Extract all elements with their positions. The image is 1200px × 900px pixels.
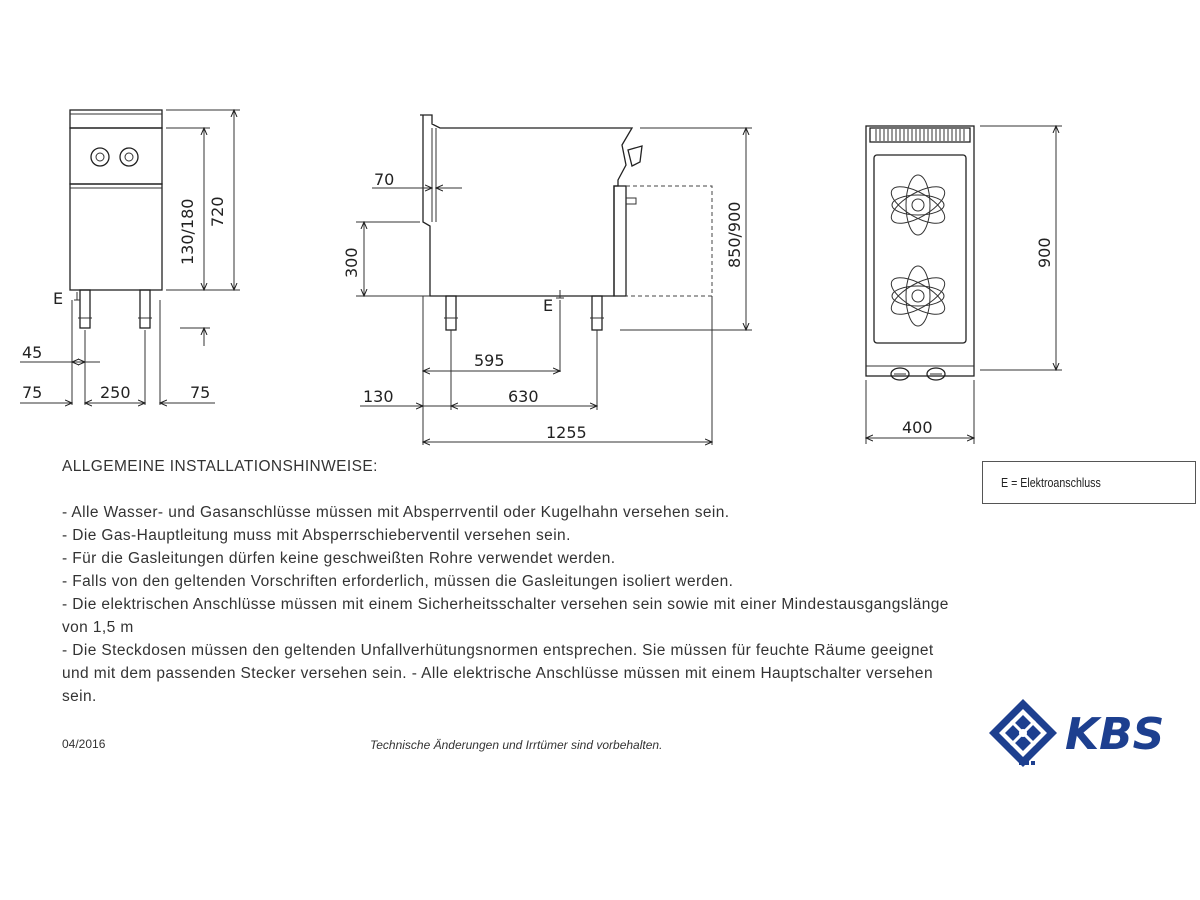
dim-top-depth: 900 xyxy=(1035,237,1054,268)
dim-side-e: E xyxy=(543,296,554,315)
note-line: - Alle Wasser- und Gasanschlüsse müssen mit Absperrventil oder Kugelhahn versehen sein. xyxy=(62,504,730,521)
hotplate-icon xyxy=(886,175,950,235)
dim-front-75-left: 75 xyxy=(22,383,43,402)
side-view xyxy=(342,115,752,445)
dim-front-height-720: 720 xyxy=(208,196,227,227)
kbs-logo xyxy=(985,695,1195,775)
footer-date: 04/2016 xyxy=(62,737,106,751)
note-line: - Falls von den geltenden Vorschriften erforderlich, müssen die Gasleitungen isoliert werden. xyxy=(62,573,734,590)
installation-notes xyxy=(62,455,962,708)
dim-side-1255: 1255 xyxy=(546,423,587,442)
top-view xyxy=(866,126,1062,444)
dim-front-e: E xyxy=(53,289,64,308)
notes-heading: ALLGEMEINE INSTALLATIONSHINWEISE: xyxy=(62,458,378,475)
dim-front-75-right: 75 xyxy=(190,383,211,402)
dim-top-width: 400 xyxy=(902,418,933,437)
dim-side-130: 130 xyxy=(363,387,394,406)
dim-side-height: 850/900 xyxy=(725,201,744,268)
dim-front-45: 45 xyxy=(22,343,43,362)
note-line: - Die Steckdosen müssen den geltenden Unfallverhütungsnormen entsprechen. Sie müssen für feuchte Räume geeignet und mit dem passenden Stecker versehen sein. - Alle elektrische Anschlüsse müssen mit einem Hauptschalter versehen sein. xyxy=(62,642,934,705)
logo-text: KBS xyxy=(1065,709,1165,760)
dim-side-300: 300 xyxy=(342,247,361,278)
dim-front-height-130-180: 130/180 xyxy=(178,198,197,265)
legend-text: E = Elektroanschluss xyxy=(1001,475,1101,490)
logo-mark-icon xyxy=(989,699,1057,767)
knob-icon xyxy=(891,368,909,380)
legend-box xyxy=(982,461,1196,504)
grill-slots xyxy=(876,129,964,141)
note-line: - Die Gas-Hauptleitung muss mit Absperrschieberventil versehen sein. xyxy=(62,527,571,544)
dim-side-70: 70 xyxy=(374,170,395,189)
note-line: - Für die Gasleitungen dürfen keine geschweißten Rohre verwendet werden. xyxy=(62,550,616,567)
knob-icon xyxy=(927,368,945,380)
dim-side-630: 630 xyxy=(508,387,539,406)
front-view xyxy=(20,110,240,405)
knob-icon xyxy=(91,148,109,166)
dim-side-595: 595 xyxy=(474,351,505,370)
knob-icon xyxy=(120,148,138,166)
footer-disclaimer: Technische Änderungen und Irrtümer sind vorbehalten. xyxy=(370,738,663,752)
hotplate-icon xyxy=(886,266,950,326)
dim-front-250: 250 xyxy=(100,383,131,402)
note-line: - Die elektrischen Anschlüsse müssen mit einem Sicherheitsschalter versehen sein sowie mit einer Mindestausgangslänge von 1,5 m xyxy=(62,596,949,636)
